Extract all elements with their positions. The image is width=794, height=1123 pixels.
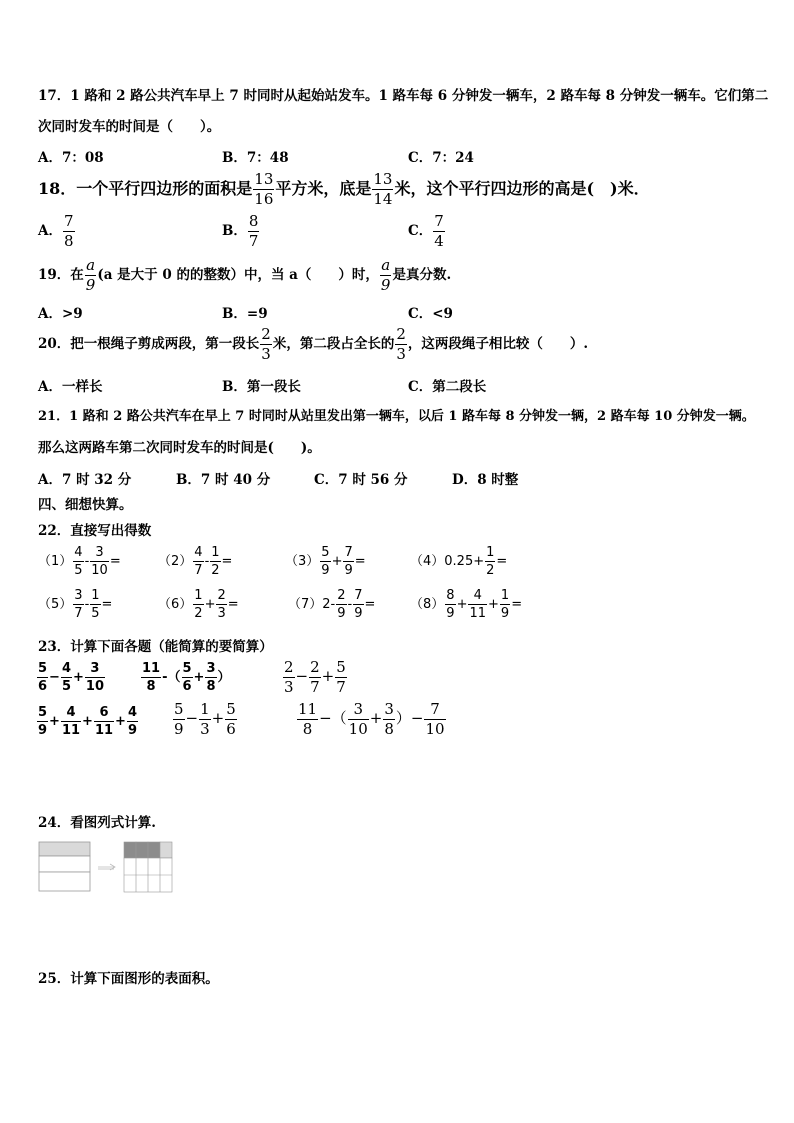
operator: = [511,597,523,612]
operator: -（ [162,670,181,685]
q22-title: 22．直接写出得数 [38,523,152,539]
operator: - [84,554,90,569]
q19-option-b: B．=9 [222,306,268,322]
operator: - [204,554,210,569]
fraction: $\frac{11}{8}$ [298,700,318,738]
q19-fraction-2: $\frac{a}{9}$ [380,256,391,294]
q23-expression-3 [282,660,348,695]
q18-area-fraction: $\frac{13}{16}$ [254,170,274,208]
fraction: $\frac{3}{8}$ [384,700,394,738]
q17-line1: 17．1 路和 2 路公共汽车早上 7 时同时从起始站发车。1 路车每 6 分钟发一辆车，2 路车每 8 分钟发一辆车。它们第二 [38,88,769,104]
q21-option-d: D．8 时整 [452,472,519,488]
fraction: $\frac{4}{9}$ [127,705,137,738]
fraction: $\frac{5}{9}$ [321,545,330,578]
fraction: $\frac{3}{8}$ [206,661,216,694]
q23-expression-1 [36,662,106,693]
operator: + [211,709,225,727]
operator: + [115,714,126,729]
fraction: $\frac{3}{10}$ [85,661,104,694]
fraction: $\frac{4}{11}$ [469,588,487,621]
q18-option-a: A． $\frac{7}{8}$ [38,212,74,250]
fraction: $\frac{4}{5}$ [74,545,83,578]
q19-stem: 19．在 $\frac{a}{9}$ (a 是大于 0 的的整数）中，当 a（ ）时， $\frac{a}{9}$ 是真分数. [38,256,452,294]
operator: + [331,554,343,569]
fraction: $\frac{5}{9}$ [174,700,184,738]
q22-item [410,546,507,577]
fraction: $\frac{3}{10}$ [348,700,368,738]
q20-fraction-1: $\frac{2}{3}$ [261,325,271,363]
q18-suffix: 米，这个平行四边形的高是( )米． [394,179,650,198]
q23-expression-4 [36,706,139,737]
item-label: （7）2- [288,597,336,612]
fraction: $\frac{1}{9}$ [500,588,510,621]
fraction: $\frac{3}{7}$ [74,588,83,621]
fraction: $\frac{5}{6}$ [226,700,236,738]
operator: - [347,597,353,612]
q20-fraction-2: $\frac{2}{3}$ [396,325,406,363]
operator: −（ [319,709,347,727]
operator: − [295,667,309,685]
fraction: $\frac{1}{5}$ [91,588,100,621]
q17-line2: 次同时发车的时间是（ ）。 [38,119,221,135]
fraction: $\frac{2}{7}$ [310,658,320,696]
arrow-icon [98,864,115,870]
operator: - [84,597,90,612]
q25-title: 25．计算下面图形的表面积。 [38,971,219,987]
q18-stem [38,172,650,207]
q20-stem: 20．把一根绳子剪成两段，第一段长 $\frac{2}{3}$ 米，第二段占全长的 $\frac{2}{3}$ ，这两段绳子相比较（ ）. [38,325,589,363]
q24-title: 24．看图列式计算. [38,815,156,831]
q22-item [38,589,112,620]
q22-item [158,589,239,620]
q21-line2: 那么这两路车第二次同时发车的时间是( )。 [38,440,321,456]
q22-item [38,546,121,577]
q21-option-b: B．7 时 40 分 [176,472,271,488]
q22-item [285,546,366,577]
q18-option-b: B． $\frac{8}{7}$ [222,212,259,250]
q20-option-a: A．一样长 [38,379,103,395]
item-label: （5） [38,597,73,612]
q22-item [288,589,375,620]
operator: ）− [395,709,424,727]
fraction: $\frac{8}{9}$ [446,588,455,621]
fraction: $\frac{4}{11}$ [61,705,81,738]
operator: = [354,554,366,569]
operator: = [101,597,113,612]
operator: + [82,714,93,729]
fraction: $\frac{7}{9}$ [344,545,353,578]
item-label: （6） [158,597,193,612]
fraction: $\frac{5}{7}$ [336,658,346,696]
item-label: （4）0.25+ [410,554,485,569]
operator: + [73,670,84,685]
q20-option-c: C．第二段长 [408,379,487,395]
operator: ） [217,670,231,685]
q18-mid: 平方米，底是 [275,179,372,198]
fraction: $\frac{4}{7}$ [194,545,203,578]
q17-option-b: B．7：48 [222,150,289,166]
fraction: $\frac{1}{2}$ [486,545,495,578]
fraction: $\frac{5}{6}$ [182,661,192,694]
operator: = [364,597,376,612]
q19-fraction-1: $\frac{a}{9}$ [85,256,96,294]
fraction: $\frac{11}{8}$ [142,661,161,694]
q19-option-c: C．<9 [408,306,453,322]
operator: − [185,709,199,727]
q21-line1: 21．1 路和 2 路公共汽车在早上 7 时同时从站里发出第一辆车，以后 1 路车每 8 分钟发一辆，2 路车每 10 分钟发一辆。 [38,409,755,424]
fraction: $\frac{2}{3}$ [284,658,294,696]
q23-expression-2 [140,662,231,693]
fraction: $\frac{7}{9}$ [354,588,363,621]
fraction: $\frac{1}{3}$ [200,700,210,738]
q23-expression-5 [172,702,238,737]
fraction: $\frac{4}{5}$ [61,661,71,694]
fraction: $\frac{5}{9}$ [38,705,48,738]
q21-option-c: C．7 时 56 分 [314,472,408,488]
q22-item [158,546,232,577]
item-label: （2） [158,554,193,569]
fraction: $\frac{1}{2}$ [194,588,203,621]
operator: + [456,597,468,612]
fraction: $\frac{3}{10}$ [91,545,108,578]
q21-option-a: A．7 时 32 分 [38,472,132,488]
section-heading: 四、细想快算。 [38,497,133,513]
q20-option-b: B．第一段长 [222,379,301,395]
operator: + [193,670,205,685]
fraction: $\frac{7}{10}$ [425,700,445,738]
operator: − [49,670,60,685]
q18-prefix: 18．一个平行四边形的面积是 [38,179,253,198]
left-rectangle-figure [39,842,90,891]
operator: = [227,597,239,612]
item-label: （3） [285,554,320,569]
operator: = [221,554,233,569]
item-label: （1） [38,554,73,569]
fraction: $\frac{5}{6}$ [38,661,48,694]
operator: + [488,597,499,612]
q17-option-c: C．7：24 [408,150,474,166]
item-label: （8） [410,597,445,612]
operator: = [496,554,508,569]
operator: + [204,597,216,612]
q22-item [410,589,522,620]
fraction: $\frac{2}{3}$ [217,588,226,621]
fraction: $\frac{1}{2}$ [211,545,220,578]
q19-option-a: A．>9 [38,306,83,322]
operator: + [321,667,335,685]
q18-base-fraction: $\frac{13}{14}$ [373,170,393,208]
operator: = [109,554,121,569]
operator: + [369,709,383,727]
q23-expression-6 [296,702,447,737]
q24-figure [38,840,178,894]
q18-option-c: C． $\frac{7}{4}$ [408,212,444,250]
operator: + [49,714,60,729]
right-grid-figure [124,842,172,892]
q23-title: 23．计算下面各题（能简算的要简算） [38,639,273,655]
fraction: $\frac{2}{9}$ [337,588,346,621]
q17-option-a: A．7：08 [38,150,104,166]
fraction: $\frac{6}{11}$ [94,705,114,738]
